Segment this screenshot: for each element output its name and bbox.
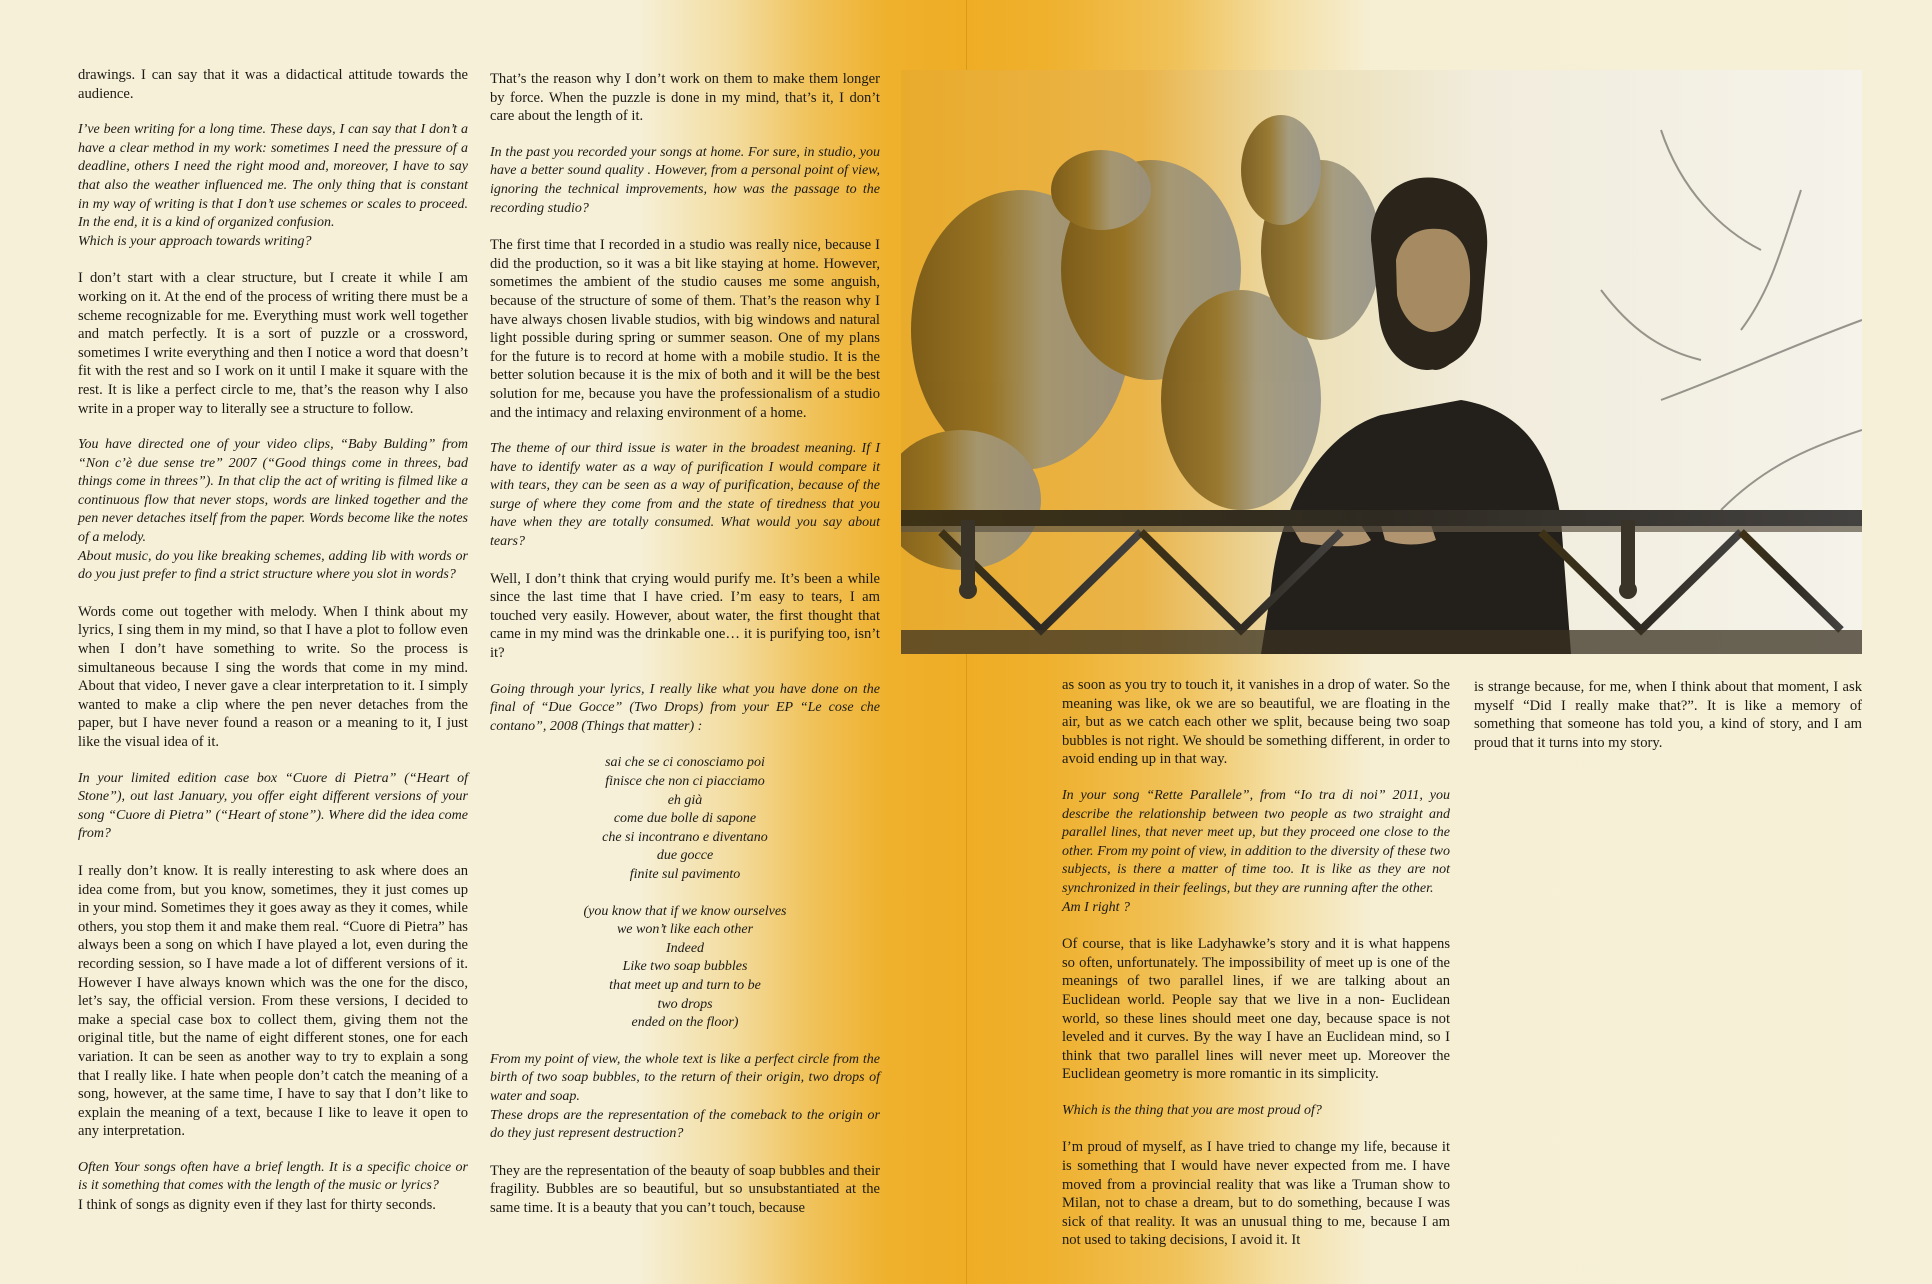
paragraph: is strange because, for me, when I think about that moment, I ask myself “Did I really make that?”. It is like a memory of something that someone has told you, a kind of story, and I am proud that it turns into my story. xyxy=(1474,679,1862,751)
question: From my point of view, the whole text is like a perfect circle from the birth of two soap bubbles, to the return of their origin, two drops of water and soap. xyxy=(490,1051,880,1104)
question: The theme of our third issue is water in the broadest meaning. If I have to identify water as a way of purification I would compare it with tears, they can be seen as a way of purification, because of the surge of where they come from and the state of tiredness that you have when they are totally consumed. What would you say about tears? xyxy=(490,441,880,550)
paragraph: as soon as you try to touch it, it vanishes in a drop of water. So the meaning was like, ok we are so beautiful, we are floating in the air, but as we catch each other we split, because being two soap bubbles is not right. We should be something different, in order to avoid ending up in that way. xyxy=(1062,677,1450,768)
paragraph: Well, I don’t think that crying would purify me. It’s been a while since the last time that I have cried. I’m easy to tears, I am touched very easily. However, about water, the first thought that came in my mind was the drinkable one… it is purifying too, isn’t it? xyxy=(490,570,880,662)
lyric-line: (you know that if we know ourselves xyxy=(583,903,787,919)
question: Which is your approach towards writing? xyxy=(78,233,312,249)
question: I’ve been writing for a long time. These days, I can say that I don’t a have a clear method in my work: sometimes I need the pressure of a deadline, others I need the right mood and, moreover, I have to say that also the weather influenced me. The only thing that is constant in my way of writing is that I don’t use schemes or scales to proceed. In the end, it is a kind of organized confusion. xyxy=(78,122,468,231)
lyric-line: Indeed xyxy=(665,940,705,956)
paragraph: I’m proud of myself, as I have tried to change my life, because it is something that I would have never expected from me. I have moved from a provincial reality that was like a Truman show to Milan, not to chase a dream, but to do something, because I was sick of that reality. It was an unusual thing to me, because I am not used to taking decisions, I avoid it. It xyxy=(1062,1139,1450,1249)
lyric-line: che si incontrano e diventano xyxy=(602,829,768,845)
text-column-1 xyxy=(78,66,468,1215)
paragraph: Of course, that is like Ladyhawke’s story and it is what happens so often, unfortunately. The impossibility of meet up is one of the meanings of two parallel lines, if we are talking about an Euclidean world. People say that we live in a non- Euclidean world, so these lines should meet one day, because space is not leveled and it curves. By the way I have an Euclidean mind, so I think that two parallel lines will never meet up. Moreover the Euclidean geometry is more romantic in its simplicity. xyxy=(1062,936,1450,1083)
lyric-line: ended on the floor) xyxy=(631,1015,739,1031)
lyric-line: come due bolle di sapone xyxy=(613,811,757,827)
lyrics-translation xyxy=(490,903,880,1033)
lyric-line: two drops xyxy=(657,996,713,1012)
lyric-line: that meet up and turn to be xyxy=(609,977,761,993)
paragraph: I really don’t know. It is really interesting to ask where does an idea come from, but you know, sometimes, they it just comes up in your mind. Sometimes they it goes away as they it comes, while others, you stop them it and make them real. “Cuore di Pietra” has always been a song on which I have played a lot, even during the recording session, so I have made a lot of different versions of it. However I have always known which was the one for the disco, let’s say, the official version. From these versions, I decided to make a special case box to collect them, giving them not the original title, but the name of eight different stones, one for each variation. It can be seen as another way to try to explain a song that I really like. I hate when people don’t catch the meaning of a song, however, at the same time, I have to say that I don’t like to explain the meaning of a text, because I like to leave it open to any interpretation. xyxy=(78,862,468,1140)
paragraph: Words come out together with melody. When I think about my lyrics, I sing them in my mind, so that I have a plot to follow even when I don’t have something to write. So the process is simultaneous because I sing the words that come in my mind. About that video, I never gave a clear interpretation to it. I simply wanted to make a clip where the pen never detaches from the paper, but I have never found a reason or a meaning to it, I just like the visual idea of it. xyxy=(78,603,468,750)
lyric-line: eh già xyxy=(667,792,703,808)
artist-photo xyxy=(901,70,1862,654)
question: Am I right ? xyxy=(1062,899,1131,915)
lyric-line: finisce che non ci piacciamo xyxy=(605,774,765,789)
question: In your song “Rette Parallele”, from “Io tra di noi” 2011, you describe the relationship between two people as two straight and parallel lines, that never meet up, but they proceed one close to the other. From my point of view, in addition to the diversity of these two subjects, is there a matter of time too. It is like as they are not synchronized in their feelings, but they are running after the other. xyxy=(1062,787,1450,896)
text-column-4 xyxy=(1474,678,1862,752)
question: These drops are the representation of the comeback to the origin or do they just represent destruction? xyxy=(490,1107,880,1142)
paragraph: I don’t start with a clear structure, but I create it while I am working on it. At the end of the process of writing there must be a scheme recognizable for me. Everything must work well together and match perfectly. It is a sort of puzzle or a crossword, sometimes I write everything and then I notice a word that doesn’t fit with the rest and so I work on it until I make it square with the rest. It is like a perfect circle to me, that’s the reason why I also write in a proper way to literally see a structure to follow. xyxy=(78,270,468,417)
lyric-line: Like two soap bubbles xyxy=(622,959,748,975)
lyric-line: we won’t like each other xyxy=(616,922,754,938)
question: In the past you recorded your songs at home. For sure, in studio, you have a better sound quality . However, from a personal point of view, ignoring the technical improvements, how was the passage to the recording studio? xyxy=(490,144,880,216)
question: In your limited edition case box “Cuore di Pietra” (“Heart of Stone”), out last January, you offer eight different versions of your song “Cuore di Pietra” (“Heart of stone”). Where did the idea come from? xyxy=(78,770,468,842)
question: Which is the thing that you are most proud of? xyxy=(1062,1102,1322,1118)
lyrics-original xyxy=(490,754,880,884)
lyric-line: due gocce xyxy=(656,848,714,864)
paragraph: The first time that I recorded in a studio was really nice, because I did the production, so it was a bit like staying at home. However, sometimes the ambient of the studio causes me some anguish, because of the structure of some of them. That’s the reason why I have always chosen livable studios, with big windows and natural light possible during spring or summer season. One of my plans for the future is to record at home with a mobile studio. It is the better solution because it is the mix of both and it will be the best solution for me, because you have the professionalism of a studio and the intimacy and relaxing environment of a home. xyxy=(490,237,880,421)
paragraph: They are the representation of the beauty of soap bubbles and their fragility. Bubbles are so beautiful, but so unsubstantiated at the same time. It is a beauty that you can’t touch, because xyxy=(490,1162,880,1216)
lyric-line: finite sul pavimento xyxy=(629,866,741,882)
paragraph: That’s the reason why I don’t work on them to make them longer by force. When the puzzle is done in my mind, that’s it, I don’t care about the length of it. xyxy=(490,71,880,125)
question: About music, do you like breaking schemes, adding lib with words or do you just prefer to find a strict structure where you slot in words? xyxy=(78,548,468,583)
question: Going through your lyrics, I really like what you have done on the final of “Due Gocce” (Two Drops) from your EP “Le cose che contano”, 2008 (Things that matter) : xyxy=(490,681,880,734)
text-column-3 xyxy=(1062,676,1450,1250)
paragraph: drawings. I can say that it was a didactical attitude towards the audience. xyxy=(78,67,468,102)
text-column-2 xyxy=(490,70,880,1217)
lyric-line: sai che se ci conosciamo poi xyxy=(605,755,765,771)
paragraph: I think of songs as dignity even if they last for thirty seconds. xyxy=(78,1197,436,1214)
question: You have directed one of your video clips, “Baby Bulding” from “Non c’è due sense tre” 2007 (“Good things come in threes, bad things come in threes”). In that clip the act of writing is filmed like a continuous flow that never stops, words are linked together and the pen never detaches itself from the paper. Words become like the notes of a melody. xyxy=(78,437,468,546)
question: Often Your songs often have a brief length. It is a specific choice or is it something that comes with the length of the music or lyrics? xyxy=(78,1159,468,1194)
